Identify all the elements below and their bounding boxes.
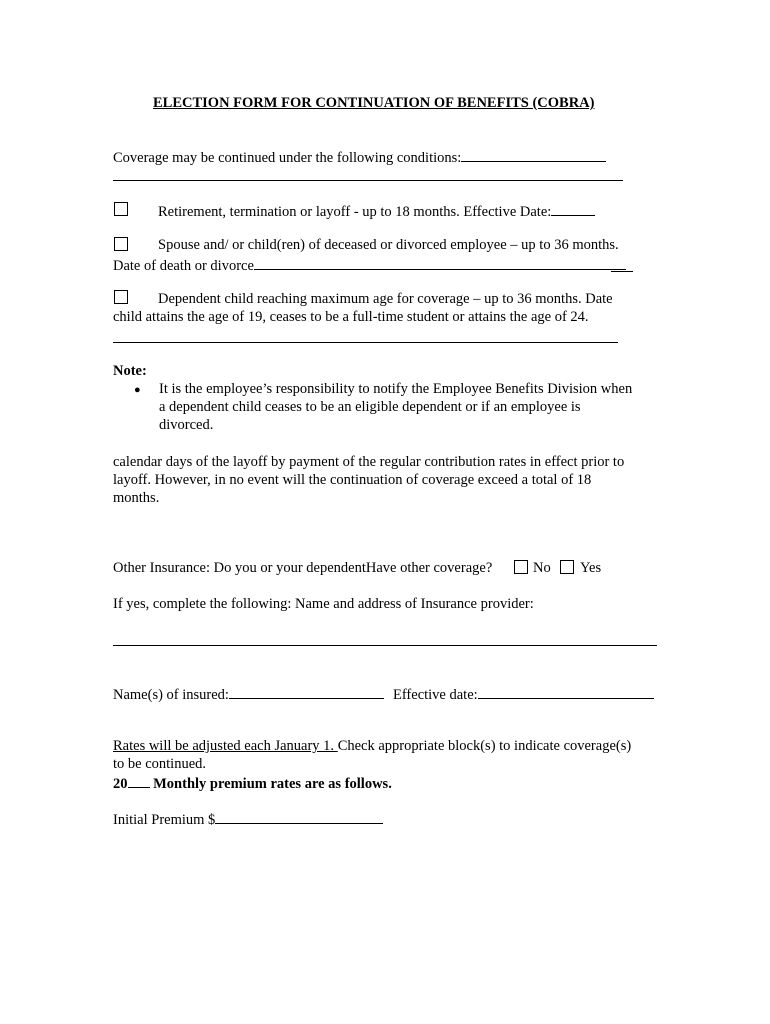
retirement-option <box>158 201 595 221</box>
if-yes-label: If yes, complete the following: Name and address of Insurance provider: <box>113 596 534 612</box>
retirement-option-text: Retirement, termination or layoff - up to 18 months. Effective Date: <box>158 204 552 220</box>
note-bullet-line1: It is the employee’s responsibility to notify the Employee Benefits Division when <box>159 381 633 397</box>
names-insured-row <box>113 684 384 704</box>
retirement-checkbox[interactable] <box>114 202 128 216</box>
monthly-premium-row <box>113 773 392 793</box>
dependent-age-option-line2: child attains the age of 19, ceases to be a full-time student or attains the age of 24. <box>113 309 589 325</box>
rates-line1 <box>113 737 631 755</box>
initial-premium-label: Initial Premium $ <box>113 812 216 828</box>
names-insured-blank[interactable] <box>229 684 384 699</box>
coverage-conditions-blank[interactable] <box>461 147 606 162</box>
dependent-age-line[interactable] <box>113 342 618 343</box>
effective-date-row <box>393 684 654 704</box>
spouse-child-checkbox[interactable] <box>114 237 128 251</box>
death-divorce-short-line <box>611 271 633 272</box>
layoff-paragraph-line2: layoff. However, in no event will the continuation of coverage exceed a total of 18 <box>113 472 592 488</box>
other-insurance-label: Other Insurance: Do you or your dependentHave other coverage? <box>113 560 493 576</box>
form-title: ELECTION FORM FOR CONTINUATION OF BENEFITS (COBRA) <box>153 95 595 111</box>
death-divorce-date-row <box>113 255 626 275</box>
no-checkbox[interactable] <box>514 560 528 574</box>
names-insured-label: Name(s) of insured: <box>113 687 229 703</box>
no-label: No <box>533 560 551 576</box>
layoff-paragraph-line3: months. <box>113 490 160 506</box>
monthly-premium-label: Monthly premium rates are as follows. <box>153 776 392 792</box>
year-prefix: 20 <box>113 776 128 792</box>
yes-label: Yes <box>580 560 602 576</box>
spouse-child-option-line1: Spouse and/ or child(ren) of deceased or divorced employee – up to 36 months. <box>158 237 619 253</box>
initial-premium-row <box>113 809 383 829</box>
effective-date-blank[interactable] <box>478 684 654 699</box>
retirement-effective-date-blank[interactable] <box>551 201 595 216</box>
rates-adjusted-text: Rates will be adjusted each January 1. <box>113 738 338 754</box>
insurance-provider-line[interactable] <box>113 645 657 646</box>
death-divorce-label: Date of death or divorce <box>113 258 254 274</box>
layoff-paragraph-line1: calendar days of the layoff by payment of the regular contribution rates in effect prior to <box>113 454 625 470</box>
note-bullet-icon: ● <box>134 384 141 396</box>
initial-premium-blank[interactable] <box>215 809 383 824</box>
coverage-conditions-line[interactable] <box>113 180 623 181</box>
note-heading: Note: <box>113 363 147 379</box>
note-bullet-line2: a dependent child ceases to be an eligible dependent or if an employee is <box>159 399 581 415</box>
year-blank[interactable] <box>128 773 150 788</box>
rates-line2: to be continued. <box>113 756 207 772</box>
yes-checkbox[interactable] <box>560 560 574 574</box>
coverage-conditions-label <box>113 147 606 167</box>
rates-check-text: Check appropriate block(s) to indicate coverage(s) <box>337 738 632 754</box>
effective-date-label: Effective date: <box>393 687 478 703</box>
note-bullet-line3: divorced. <box>159 417 214 433</box>
death-divorce-blank[interactable] <box>254 255 626 270</box>
coverage-conditions-text: Coverage may be continued under the following conditions: <box>113 150 462 166</box>
dependent-age-option-line1: Dependent child reaching maximum age for coverage – up to 36 months. Date <box>158 291 613 307</box>
dependent-age-checkbox[interactable] <box>114 290 128 304</box>
